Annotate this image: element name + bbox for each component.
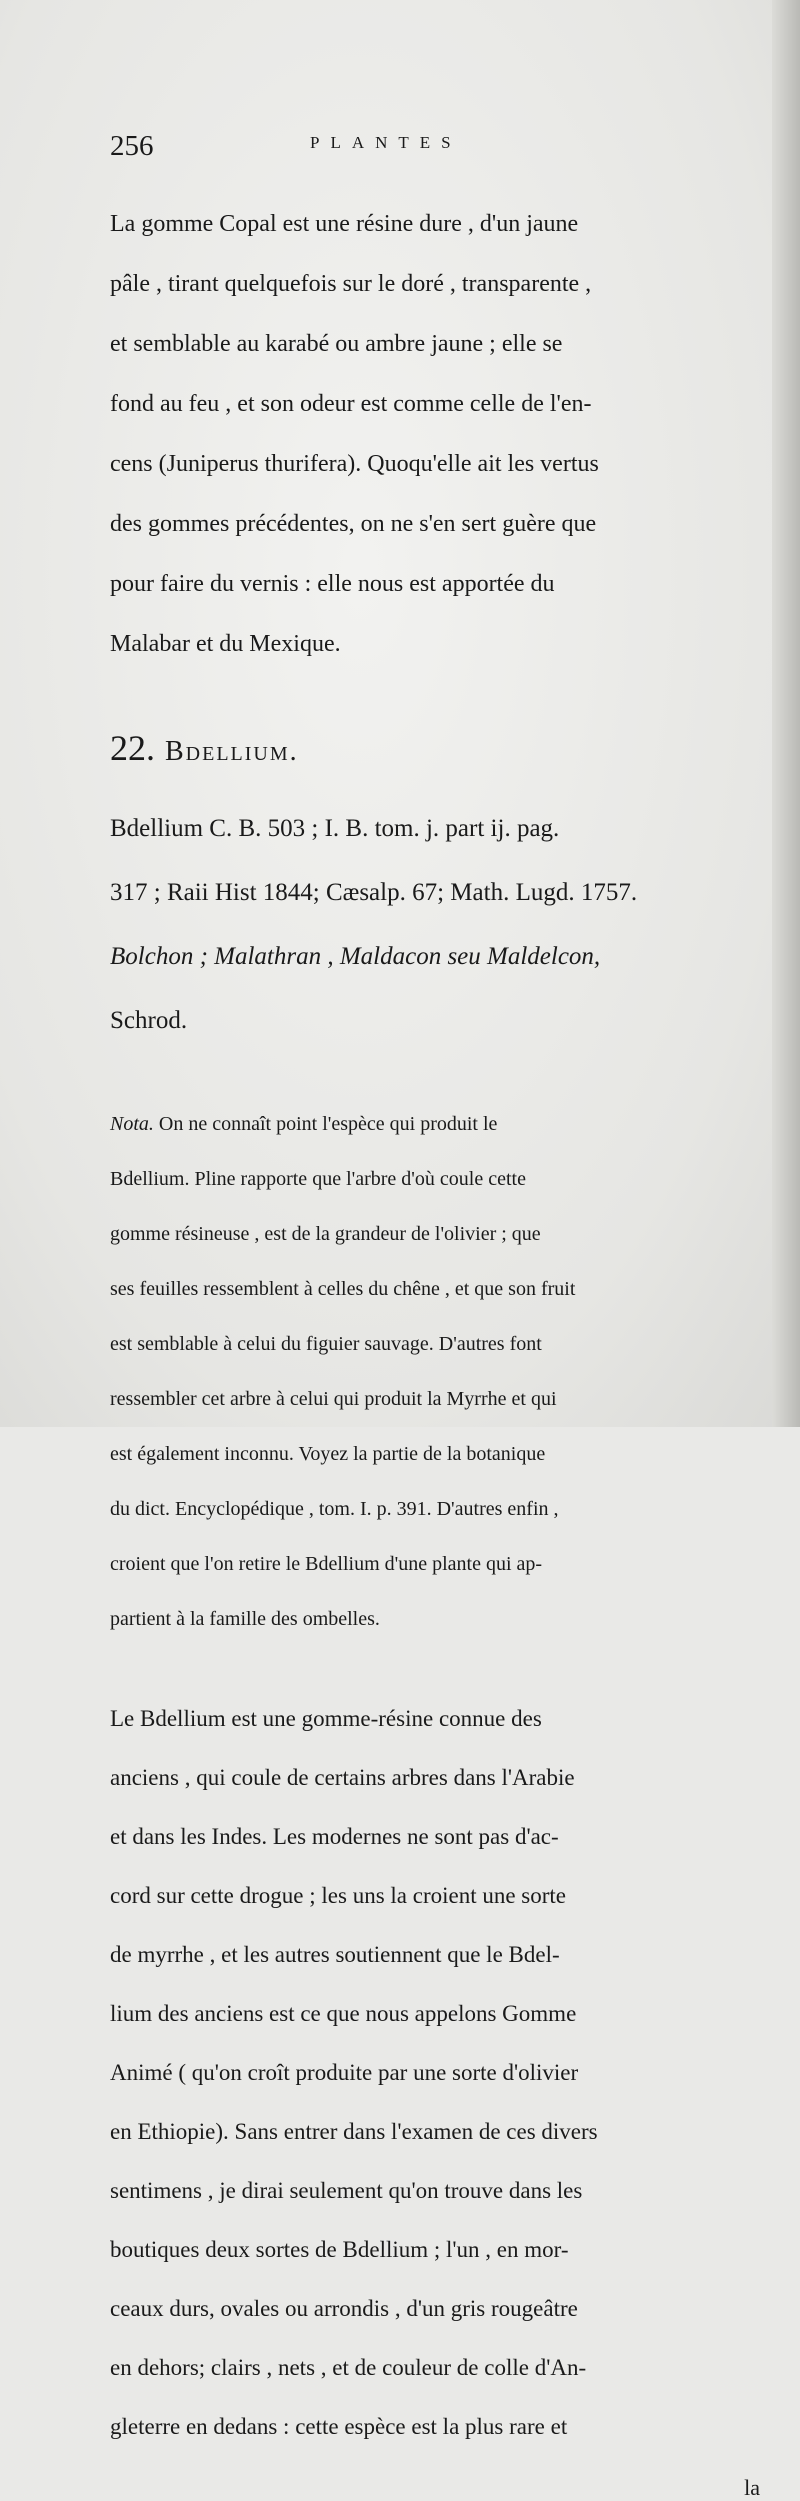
text-line: partient à la famille des ombelles.	[110, 1607, 380, 1630]
text-line: fond au feu , et son odeur est comme celle de l'en-	[110, 391, 592, 417]
entry-title: Bdellium.	[165, 736, 299, 767]
text-line: est également inconnu. Voyez la partie de la botanique	[110, 1442, 546, 1465]
running-head: PLANTES	[310, 133, 462, 152]
text-line: et dans les Indes. Les modernes ne sont pas d'ac-	[110, 1824, 559, 1849]
text-line: et semblable au karabé ou ambre jaune ; elle se	[110, 331, 563, 357]
text-line: ressembler cet arbre à celui qui produit la Myrrhe et qui	[110, 1387, 557, 1410]
text-line: gleterre en dedans : cette espèce est la plus rare et	[110, 2414, 568, 2439]
text-line: du dict. Encyclopédique , tom. I. p. 391. D'autres enfin ,	[110, 1497, 559, 1520]
text-line: en Ethiopie). Sans entrer dans l'examen de ces divers	[110, 2119, 598, 2144]
text-line: Animé ( qu'on croît produite par une sorte d'olivier	[110, 2060, 579, 2085]
catchword: la	[744, 2475, 760, 2500]
entry-heading	[110, 727, 760, 769]
text-line: gomme résineuse , est de la grandeur de l'olivier ; que	[110, 1222, 541, 1245]
text-line: Malabar et du Mexique.	[110, 631, 341, 657]
text-line: Bdellium. Pline rapporte que l'arbre d'où coule cette	[110, 1167, 526, 1190]
text-line: ses feuilles ressemblent à celles du chêne , et que son fruit	[110, 1277, 576, 1300]
nota-label: Nota.	[110, 1112, 154, 1135]
text-line: boutiques deux sortes de Bdellium ; l'un , en mor-	[110, 2237, 569, 2262]
text-line: en dehors; clairs , nets , et de couleur de colle d'An-	[110, 2355, 587, 2380]
text-line: Le Bdellium est une gomme-résine connue des	[110, 1706, 542, 1731]
text-line	[110, 1111, 760, 1139]
text-line-content: On ne connaît point l'espèce qui produit le	[158, 1112, 498, 1135]
nota-paragraph	[110, 1083, 760, 1661]
bdellium-paragraph	[110, 1675, 760, 2472]
text-line: Bdellium C. B. 503 ; I. B. tom. j. part ij. pag.	[110, 815, 560, 842]
synonymy-paragraph	[110, 781, 760, 1069]
entry-number: 22.	[110, 728, 155, 768]
text-line: lium des anciens est ce que nous appelons Gomme	[110, 2001, 577, 2026]
text-block	[110, 125, 760, 2500]
text-line: croient que l'on retire le Bdellium d'une plante qui ap-	[110, 1552, 543, 1575]
text-line: pour faire du vernis : elle nous est apportée du	[110, 571, 555, 597]
copal-paragraph	[110, 179, 760, 689]
text-line: 317 ; Raii Hist 1844; Cæsalp. 67; Math. Lugd. 1757.	[110, 879, 638, 906]
text-line: pâle , tirant quelquefois sur le doré , transparente ,	[110, 271, 592, 297]
text-line: cens (Juniperus thurifera). Quoqu'elle ait les vertus	[110, 451, 599, 477]
text-line: La gomme Copal est une résine dure , d'un jaune	[110, 211, 579, 237]
text-line: sentimens , je dirai seulement qu'on trouve dans les	[110, 2178, 583, 2203]
text-line: anciens , qui coule de certains arbres dans l'Arabie	[110, 1765, 575, 1790]
text-line: des gommes précédentes, on ne s'en sert guère que	[110, 511, 597, 537]
text-line: est semblable à celui du figuier sauvage. D'autres font	[110, 1332, 542, 1355]
text-line: cord sur cette drogue ; les uns la croient une sorte	[110, 1883, 567, 1908]
text-line: Schrod.	[110, 1007, 188, 1034]
page-header	[110, 125, 760, 169]
text-line: ceaux durs, ovales ou arrondis , d'un gris rougeâtre	[110, 2296, 578, 2321]
text-line: Bolchon ; Malathran , Maldacon seu Maldelcon,	[110, 943, 601, 970]
page-number: 256	[110, 130, 154, 162]
page-gutter	[772, 0, 800, 1427]
text-line: de myrrhe , et les autres soutiennent que le Bdel-	[110, 1942, 560, 1967]
